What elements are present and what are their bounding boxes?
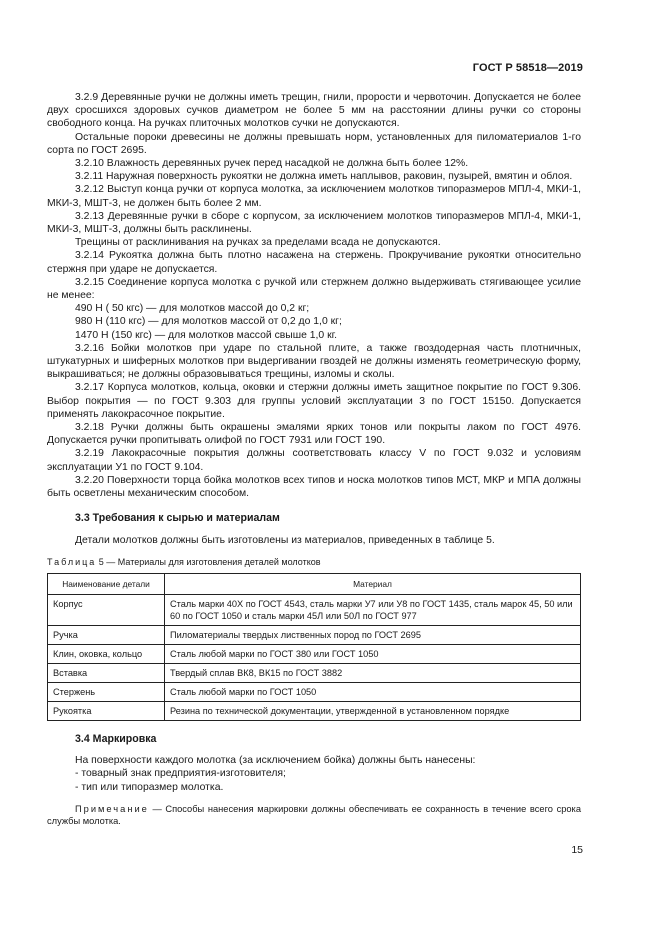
table-cell: Стержень bbox=[48, 682, 165, 701]
table-header-row bbox=[48, 573, 581, 594]
note-label: Примечание bbox=[75, 803, 149, 814]
force-item: 490 Н ( 50 кгс) — для молотков массой до 0,2 кг; bbox=[75, 303, 310, 315]
force-item: 1470 Н (150 кгс) — для молотков массой свыше 1,0 кг. bbox=[75, 329, 338, 341]
table-caption-label: Таблица bbox=[47, 556, 97, 567]
table-cell: Твердый сплав ВК8, ВК15 по ГОСТ 3882 bbox=[165, 663, 581, 682]
paragraph: Остальные пороки древесины не должны превышать норм, установленных для пиломатериалов 1-го сорта по ГОСТ 2695. bbox=[47, 131, 581, 156]
clauses-group-b bbox=[47, 342, 581, 500]
note-text: — Способы нанесения маркировки должны обеспечивать ее сохранность в течение всего срока службы молотка. bbox=[47, 803, 581, 826]
table-caption bbox=[47, 556, 581, 569]
note bbox=[47, 803, 581, 827]
marking-list bbox=[47, 767, 581, 793]
paragraph: Трещины от расклинивания на ручках за пределами всада не допускаются. bbox=[75, 237, 441, 249]
section-text: Детали молотков должны быть изготовлены из материалов, приведенных в таблице 5. bbox=[75, 534, 495, 546]
paragraph: 3.2.12 Выступ конца ручки от корпуса молотка, за исключением молотков типоразмеров МПЛ-4, МКИ-1, МКИ-3, МШТ-3, не должен быть более 2 мм. bbox=[47, 184, 581, 209]
table-cell: Сталь любой марки по ГОСТ 380 или ГОСТ 1050 bbox=[165, 644, 581, 663]
table-row bbox=[48, 663, 581, 682]
paragraph: 3.2.20 Поверхности торца бойка молотков всех типов и носка молотков типов МСТ, МКР и МПА должны быть осветлены механическим способом. bbox=[47, 474, 581, 500]
paragraph: 3.2.15 Соединение корпуса молотка с ручкой или стержнем должно выдерживать стягивающее усилие не менее: bbox=[47, 276, 581, 302]
paragraph: 3.2.19 Лакокрасочные покрытия должны соответствовать классу V по ГОСТ 9.032 и условиям эксплуатации У1 по ГОСТ 9.104. bbox=[47, 448, 581, 473]
table-cell: Рукоятка bbox=[48, 701, 165, 720]
paragraph: 3.2.13 Деревянные ручки в сборе с корпусом, за исключением молотков типоразмеров МПЛ-4, МКИ-1, МКИ-3, МШТ-3, должны быть расклинены. bbox=[47, 210, 581, 236]
list-item: - товарный знак предприятия-изготовителя; bbox=[75, 768, 286, 780]
table-row bbox=[48, 682, 581, 701]
force-item: 980 Н (110 кгс) — для молотков массой от 0,2 до 1,0 кг; bbox=[75, 316, 342, 328]
page-content bbox=[47, 91, 581, 827]
force-list bbox=[47, 302, 581, 342]
page-number: 15 bbox=[571, 844, 583, 856]
column-header-part: Наименование детали bbox=[48, 573, 165, 594]
table-cell: Клин, оковка, кольцо bbox=[48, 644, 165, 663]
section-heading: 3.4 Маркировка bbox=[75, 732, 157, 745]
table-cell: Корпус bbox=[48, 594, 165, 625]
materials-table bbox=[47, 573, 581, 721]
table-row bbox=[48, 625, 581, 644]
section-text: На поверхности каждого молотка (за исключением бойка) должны быть нанесены: bbox=[75, 755, 476, 767]
paragraph: 3.2.14 Рукоятка должна быть плотно насажена на стержень. Прокручивание рукоятки относительно стержня при ударе не допускается. bbox=[47, 250, 581, 275]
document-header: ГОСТ Р 58518—2019 bbox=[472, 62, 583, 74]
table-cell: Резина по технической документации, утвержденной в установленном порядке bbox=[165, 701, 581, 720]
paragraph: 3.2.16 Бойки молотков при ударе по стальной плите, а также гвоздодерная часть плотничных, штукатурных и шиферных молотков при выдергивании гвоздей не должны изменять геометрическую форму, выкрашиваться; не должны образовываться трещины, изломы и сколы. bbox=[47, 342, 581, 381]
paragraph: 3.2.18 Ручки должны быть окрашены эмалями ярких тонов или покрыты лаком по ГОСТ 4976. Допускается ручки пропитывать олифой по ГОСТ 7931 или ГОСТ 190. bbox=[47, 422, 581, 447]
paragraph: 3.2.10 Влажность деревянных ручек перед насадкой не должна быть более 12%. bbox=[75, 158, 469, 170]
paragraph: 3.2.17 Корпуса молотков, кольца, оковки и стержни должны иметь защитное покрытие по ГОСТ 9.306. Выбор покрытия — по ГОСТ 9.303 для группы условий эксплуатации 3 по ГОСТ 15150. Допускается применять лакокрасочное покрытие. bbox=[47, 382, 581, 420]
table-cell: Сталь любой марки по ГОСТ 1050 bbox=[165, 682, 581, 701]
table-caption-text: 5 — Материалы для изготовления деталей молотков bbox=[96, 556, 321, 567]
section-heading: 3.3 Требования к сырью и материалам bbox=[75, 512, 280, 525]
table-row bbox=[48, 644, 581, 663]
clauses-group-a bbox=[47, 91, 581, 302]
column-header-material: Материал bbox=[165, 573, 581, 594]
table-cell: Ручка bbox=[48, 625, 165, 644]
paragraph: 3.2.9 Деревянные ручки не должны иметь трещин, гнили, прорости и червоточин. Допускается не более двух сросшихся здоровых сучков диаметром не более 5 мм на расстоянии длины ручки со стороны свободного конца. На ручках плиточных молотков сучки не допускаются. bbox=[47, 92, 581, 130]
paragraph: 3.2.11 Наружная поверхность рукоятки не должна иметь наплывов, раковин, пузырей, вмятин и облоя. bbox=[75, 171, 573, 183]
list-item: - тип или типоразмер молотка. bbox=[75, 781, 224, 793]
table-cell: Вставка bbox=[48, 663, 165, 682]
table-row bbox=[48, 594, 581, 625]
table-row bbox=[48, 701, 581, 720]
table-cell: Пиломатериалы твердых лиственных пород по ГОСТ 2695 bbox=[165, 625, 581, 644]
table-cell: Сталь марки 40Х по ГОСТ 4543, сталь марки У7 или У8 по ГОСТ 1435, сталь марок 45, 50 или 60 по ГОСТ 1050 и сталь марки 45Л или 50Л по ГОСТ 977 bbox=[165, 594, 581, 625]
